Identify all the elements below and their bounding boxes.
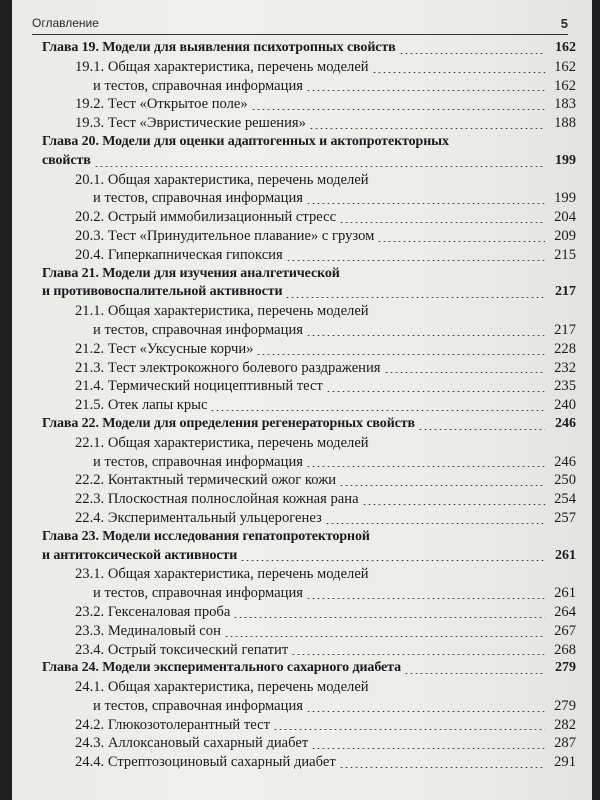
toc-entry-title: и противовоспалительной активности	[42, 284, 283, 300]
toc-entry-title: 24.2. Глюкозотолерантный тест	[75, 716, 270, 733]
toc-entry-title: 24.3. Аллоксановый сахарный диабет	[75, 735, 309, 752]
toc-chapter-entry	[42, 265, 576, 284]
toc-entry-title: 21.2. Тест «Уксусные корчи»	[75, 340, 254, 357]
page-number: 5	[560, 16, 568, 31]
toc-entry-title: 19.3. Тест «Эвристические решения»	[75, 115, 306, 132]
toc-page-number: 232	[554, 359, 576, 376]
toc-section-entry	[42, 77, 576, 96]
book-page	[12, 0, 592, 800]
toc-section-entry	[42, 227, 576, 246]
toc-section-entry	[42, 734, 576, 753]
toc-page-number: 162	[554, 58, 576, 75]
toc-section-entry	[42, 208, 576, 227]
dot-leader	[384, 372, 545, 373]
toc-page-number: 279	[554, 697, 576, 714]
running-header-title: Оглавление	[32, 16, 99, 30]
toc-section-entry	[42, 565, 576, 584]
toc-section-entry	[42, 453, 576, 472]
toc-entry-title: 23.2. Гексеналовая проба	[75, 603, 231, 620]
toc-page-number: 199	[555, 152, 576, 168]
toc-section-entry	[42, 509, 576, 528]
toc-chapter-entry	[42, 152, 576, 171]
toc-page-number: 240	[554, 397, 576, 414]
toc-entry-title: 20.4. Гиперкапническая гипоксия	[75, 246, 283, 263]
toc-entry-title: Глава 23. Модели исследования гепатопротекторной	[42, 528, 370, 544]
toc-entry-title: 19.2. Тест «Открытое поле»	[75, 96, 248, 113]
toc-page-number: 279	[555, 660, 576, 676]
toc-entry-title: и тестов, справочная информация	[93, 453, 303, 470]
dot-leader	[240, 560, 545, 561]
dot-leader	[286, 260, 545, 261]
toc-page-number: 264	[554, 603, 576, 620]
toc-page-number: 254	[554, 491, 576, 508]
toc-section-entry	[42, 58, 576, 77]
toc-chapter-entry	[42, 283, 576, 302]
toc-page-number: 261	[555, 547, 576, 563]
toc-entry-title: 23.4. Острый токсический гепатит	[75, 641, 289, 658]
toc-page-number: 246	[554, 453, 576, 470]
toc-entry-title: 22.4. Экспериментальный ульцерогенез	[75, 509, 322, 526]
toc-page-number: 215	[554, 246, 576, 263]
toc-section-entry	[42, 434, 576, 453]
table-of-contents	[42, 39, 576, 772]
toc-entry-title: 20.3. Тест «Принудительное плавание» с грузом	[75, 227, 375, 244]
toc-page-number: 217	[555, 284, 576, 300]
toc-page-number: 199	[554, 190, 576, 207]
dot-leader	[306, 598, 545, 599]
toc-chapter-entry	[42, 659, 576, 678]
dot-leader	[273, 729, 545, 730]
toc-page-number: 267	[554, 622, 576, 639]
toc-section-entry	[42, 603, 576, 622]
dot-leader	[339, 222, 545, 223]
toc-entry-title: 21.5. Отек лапы крыс	[75, 397, 208, 414]
dot-leader	[311, 748, 545, 749]
toc-entry-title: 22.3. Плоскостная полнослойная кожная рана	[75, 491, 359, 508]
toc-section-entry	[42, 753, 576, 772]
toc-section-entry	[42, 302, 576, 321]
toc-entry-title: Глава 20. Модели для оценки адаптогенных и актопротекторных	[42, 133, 449, 149]
dot-leader	[306, 335, 545, 336]
toc-section-entry	[42, 697, 576, 716]
toc-entry-title: 21.4. Термический ноцицептивный тест	[75, 378, 323, 395]
toc-entry-title: и тестов, справочная информация	[93, 585, 303, 602]
dot-leader	[285, 297, 545, 298]
toc-page-number: 209	[554, 227, 576, 244]
dot-leader	[224, 636, 545, 637]
toc-entry-title: 23.1. Общая характеристика, перечень моделей	[75, 566, 369, 583]
dot-leader	[377, 241, 545, 242]
toc-section-entry	[42, 114, 576, 133]
dot-leader	[306, 90, 545, 91]
toc-entry-title: 22.1. Общая характеристика, перечень моделей	[75, 434, 369, 451]
toc-entry-title: 20.2. Острый иммобилизационный стресс	[75, 209, 337, 226]
toc-chapter-entry	[42, 415, 576, 434]
dot-leader	[339, 485, 545, 486]
toc-entry-title: 23.3. Мединаловый сон	[75, 622, 221, 639]
dot-leader	[309, 128, 545, 129]
toc-page-number: 282	[554, 716, 576, 733]
toc-entry-title: Глава 19. Модели для выявления психотропных свойств	[42, 40, 396, 55]
toc-chapter-entry	[42, 528, 576, 547]
toc-chapter-entry	[42, 547, 576, 566]
toc-page-number: 217	[554, 321, 576, 338]
toc-page-number: 204	[554, 209, 576, 226]
toc-section-entry	[42, 622, 576, 641]
toc-entry-title: Глава 21. Модели для изучения аналгетической	[42, 265, 340, 281]
toc-entry-title: 19.1. Общая характеристика, перечень моделей	[75, 58, 369, 75]
toc-section-entry	[42, 641, 576, 660]
toc-section-entry	[42, 377, 576, 396]
dot-leader	[306, 203, 545, 204]
toc-section-entry	[42, 171, 576, 190]
dot-leader	[233, 617, 545, 618]
dot-leader	[306, 711, 545, 712]
toc-entry-title: и антитоксической активности	[42, 547, 238, 563]
dot-leader	[291, 654, 545, 655]
toc-entry-title: 22.2. Контактный термический ожог кожи	[75, 472, 337, 489]
toc-section-entry	[42, 359, 576, 378]
toc-page-number: 261	[554, 585, 576, 602]
toc-section-entry	[42, 396, 576, 415]
toc-page-number: 183	[554, 96, 576, 113]
running-header	[32, 16, 568, 30]
toc-entry-title: Глава 24. Модели экспериментального сахарного диабета	[42, 660, 402, 676]
toc-entry-title: и тестов, справочная информация	[93, 190, 303, 207]
toc-section-entry	[42, 471, 576, 490]
dot-leader	[325, 523, 545, 524]
toc-section-entry	[42, 584, 576, 603]
dot-leader	[399, 53, 545, 54]
toc-section-entry	[42, 678, 576, 697]
toc-section-entry	[42, 321, 576, 340]
dot-leader	[372, 72, 545, 73]
toc-page-number: 268	[554, 641, 576, 658]
toc-page-number: 228	[554, 340, 576, 357]
toc-chapter-entry	[42, 39, 576, 58]
dot-leader	[404, 673, 545, 674]
toc-entry-title: 24.1. Общая характеристика, перечень моделей	[75, 679, 369, 696]
toc-page-number: 235	[554, 378, 576, 395]
toc-section-entry	[42, 340, 576, 359]
toc-page-number: 246	[555, 415, 576, 431]
dot-leader	[251, 109, 545, 110]
toc-page-number: 162	[555, 40, 576, 55]
toc-page-number: 287	[554, 735, 576, 752]
header-rule	[32, 34, 568, 35]
toc-entry-title: Глава 22. Модели для определения регенераторных свойств	[42, 415, 416, 431]
toc-entry-title: 21.1. Общая характеристика, перечень моделей	[75, 303, 369, 320]
toc-entry-title: 20.1. Общая характеристика, перечень моделей	[75, 171, 369, 188]
toc-section-entry	[42, 95, 576, 114]
toc-section-entry	[42, 490, 576, 509]
toc-page-number: 291	[554, 754, 576, 771]
toc-entry-title: 24.4. Стрептозоциновый сахарный диабет	[75, 754, 336, 771]
dot-leader	[326, 391, 545, 392]
dot-leader	[306, 466, 545, 467]
toc-page-number: 250	[554, 472, 576, 489]
toc-entry-title: и тестов, справочная информация	[93, 697, 303, 714]
dot-leader	[256, 354, 545, 355]
toc-entry-title: 21.3. Тест электрокожного болевого раздражения	[75, 359, 381, 376]
toc-section-entry	[42, 716, 576, 735]
toc-page-number: 188	[554, 115, 576, 132]
dot-leader	[418, 429, 545, 430]
toc-section-entry	[42, 189, 576, 208]
dot-leader	[339, 767, 545, 768]
dot-leader	[94, 166, 545, 167]
dot-leader	[210, 410, 545, 411]
toc-page-number: 257	[554, 509, 576, 526]
toc-entry-title: и тестов, справочная информация	[93, 321, 303, 338]
toc-entry-title: и тестов, справочная информация	[93, 77, 303, 94]
toc-entry-title: свойств	[42, 152, 91, 168]
toc-chapter-entry	[42, 133, 576, 152]
dot-leader	[362, 504, 545, 505]
toc-page-number: 162	[554, 77, 576, 94]
toc-section-entry	[42, 246, 576, 265]
